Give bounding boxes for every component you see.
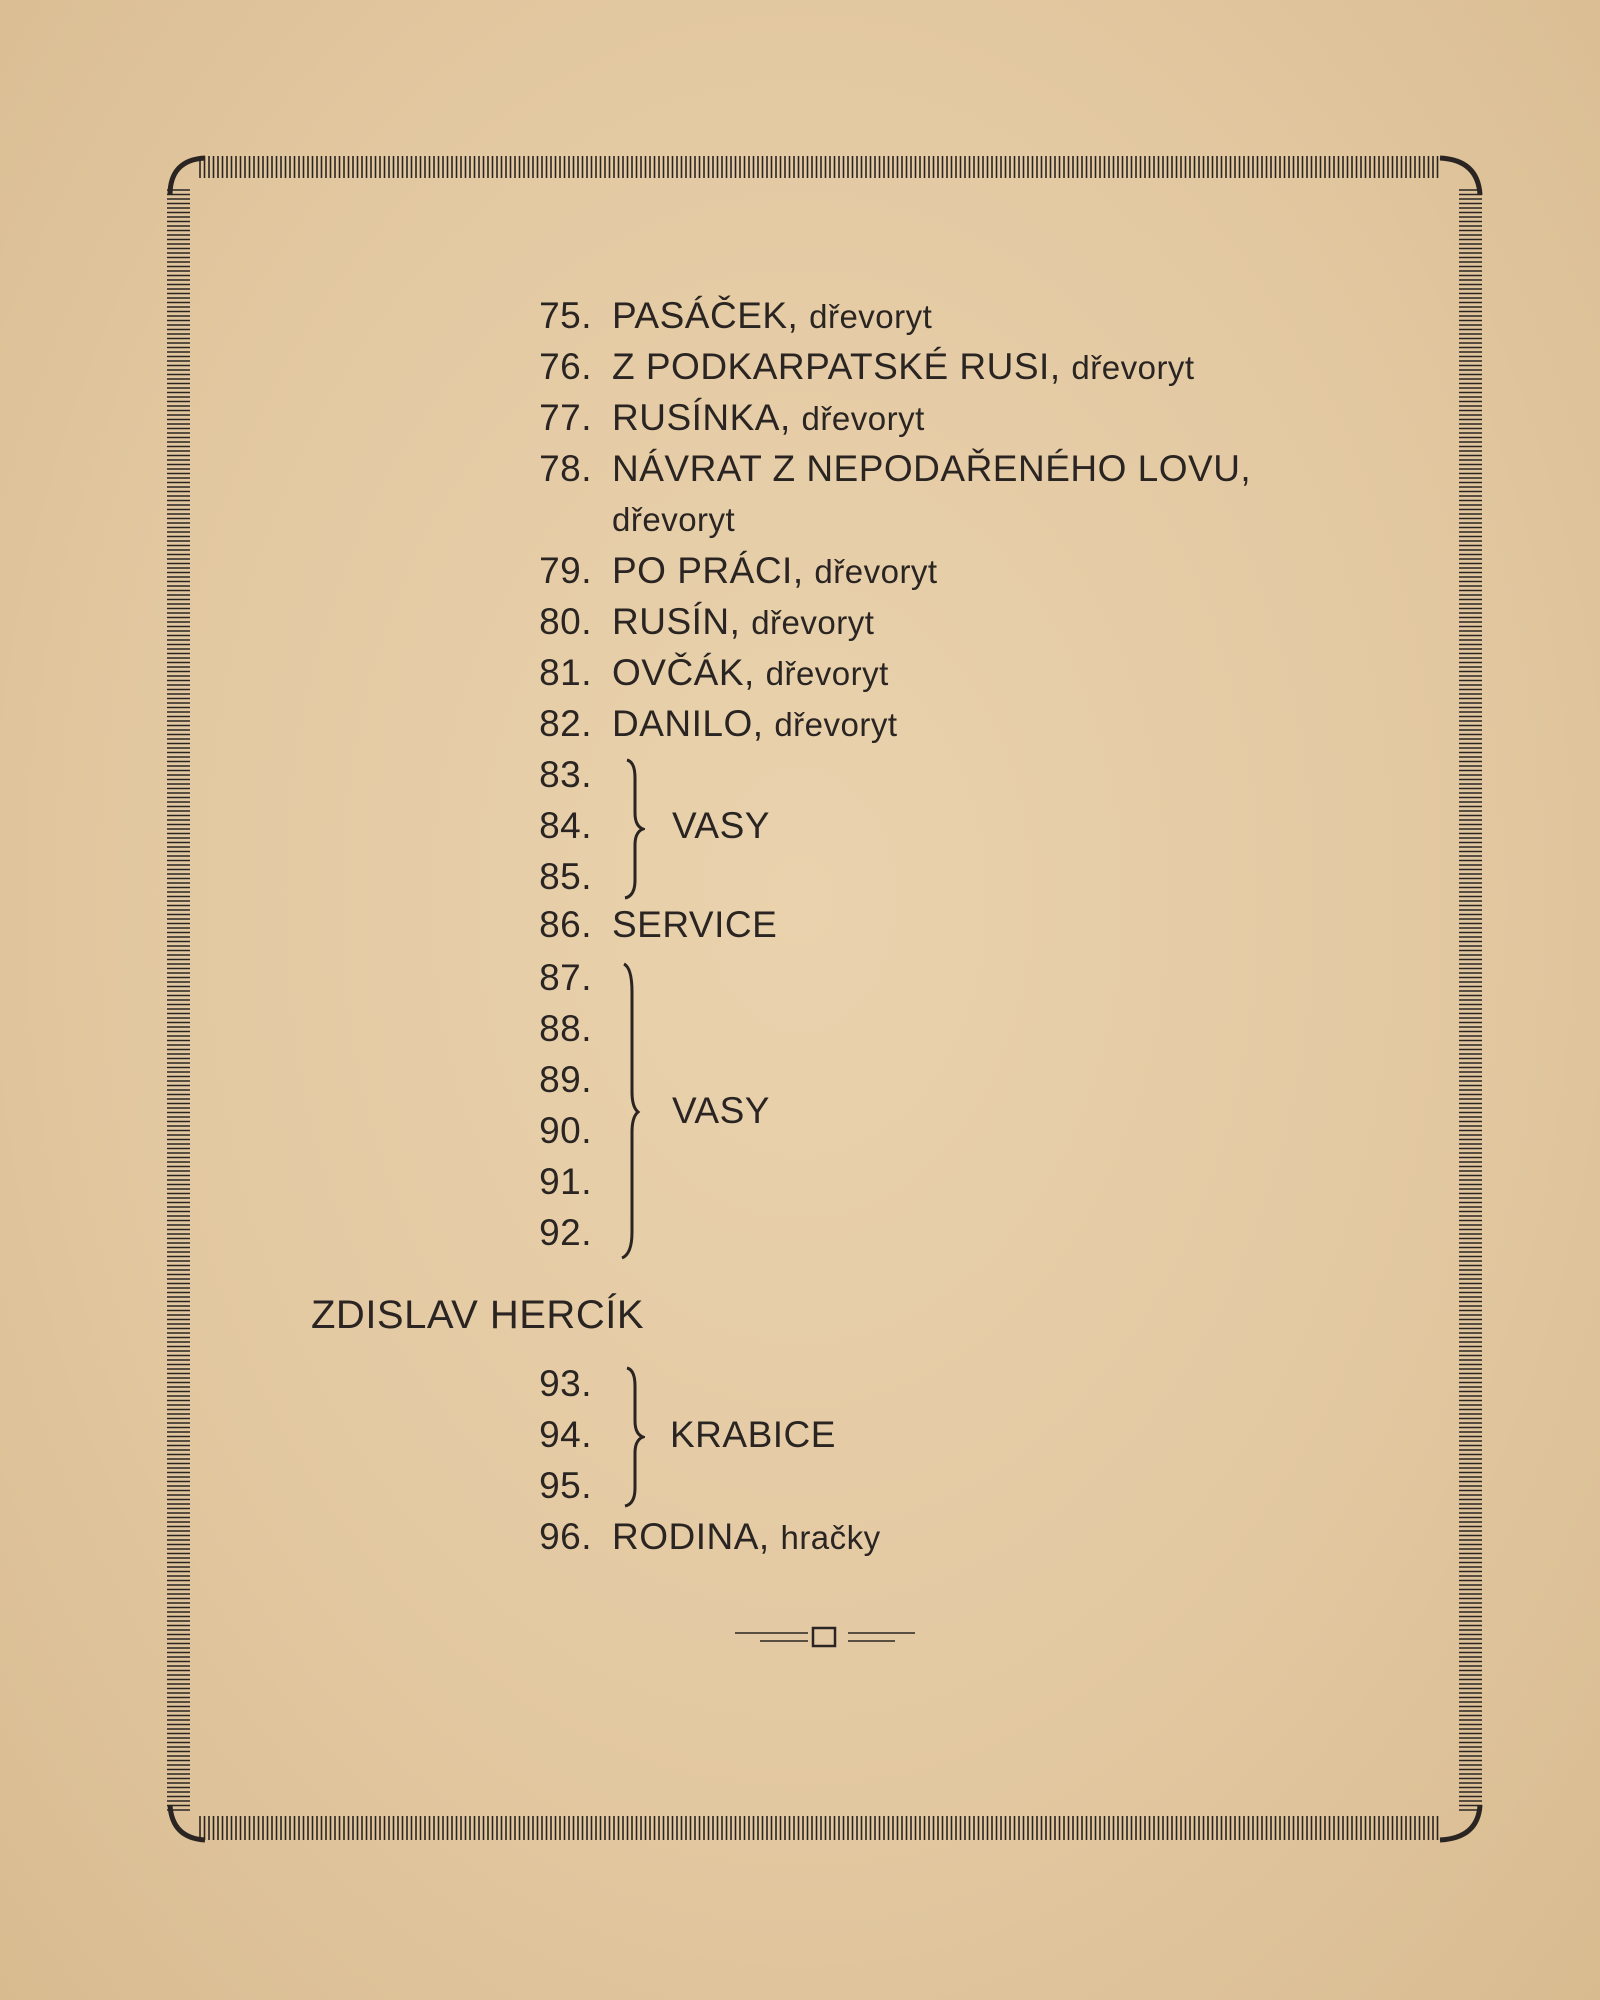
- group-label: KRABICE: [670, 1414, 836, 1455]
- entry-title: PO PRÁCI,: [612, 550, 804, 591]
- entry-medium: dřevoryt: [814, 553, 938, 590]
- entry-number: 76.: [539, 346, 592, 387]
- entry-medium: dřevoryt: [809, 298, 933, 335]
- frame-left-border: [167, 190, 190, 1810]
- entry-number: 79.: [539, 550, 592, 591]
- entry-number: 81.: [539, 652, 592, 693]
- entry-number: 90.: [539, 1110, 592, 1151]
- entry-number: 75.: [539, 295, 592, 336]
- entry-number: 95.: [539, 1465, 592, 1506]
- entry-title: Z PODKARPATSKÉ RUSI,: [612, 346, 1061, 387]
- entry-title: DANILO,: [612, 703, 764, 744]
- entry-title: OVČÁK,: [612, 652, 755, 693]
- artist-name: ZDISLAV HERCÍK: [311, 1293, 644, 1337]
- entry-number: 92.: [539, 1212, 592, 1253]
- entry-title: RUSÍNKA,: [612, 397, 791, 438]
- entry-title: RODINA,: [612, 1516, 770, 1557]
- entry-medium: dřevoryt: [765, 655, 889, 692]
- entry-medium: dřevoryt: [1071, 349, 1195, 386]
- entry-medium: dřevoryt: [612, 501, 736, 538]
- entry-number: 78.: [539, 448, 592, 489]
- group-label: VASY: [672, 1090, 770, 1131]
- entry-number: 80.: [539, 601, 592, 642]
- frame-top-border: [170, 156, 1480, 195]
- entry-medium: dřevoryt: [774, 706, 898, 743]
- entry-number: 89.: [539, 1059, 592, 1100]
- entry-title: PASÁČEK,: [612, 295, 799, 336]
- entry-number: 82.: [539, 703, 592, 744]
- entry-medium: dřevoryt: [801, 400, 925, 437]
- entry-number: 86.: [539, 904, 592, 945]
- entry-number: 93.: [539, 1363, 592, 1404]
- entry-title: SERVICE: [612, 904, 778, 945]
- curly-brace-icon: [615, 1366, 645, 1508]
- entry-number: 83.: [539, 754, 592, 795]
- entry-number: 96.: [539, 1516, 592, 1557]
- entry-title: NÁVRAT Z NEPODAŘENÉHO LOVU,: [612, 448, 1252, 489]
- entry-number: 94.: [539, 1414, 592, 1455]
- entry-number: 77.: [539, 397, 592, 438]
- frame-bottom-border: [170, 1805, 1480, 1840]
- entry-number: 88.: [539, 1008, 592, 1049]
- frame-right-border: [1459, 190, 1482, 1810]
- entry-medium: dřevoryt: [751, 604, 875, 641]
- entry-number: 85.: [539, 856, 592, 897]
- ornament-divider: [735, 1628, 915, 1646]
- entry-number: 91.: [539, 1161, 592, 1202]
- group-label: VASY: [672, 805, 770, 846]
- entry-title: RUSÍN,: [612, 601, 741, 642]
- curly-brace-icon: [612, 962, 642, 1260]
- curly-brace-icon: [615, 758, 645, 900]
- entry-number: 87.: [539, 957, 592, 998]
- entry-medium: hračky: [780, 1519, 881, 1556]
- entry-number: 84.: [539, 805, 592, 846]
